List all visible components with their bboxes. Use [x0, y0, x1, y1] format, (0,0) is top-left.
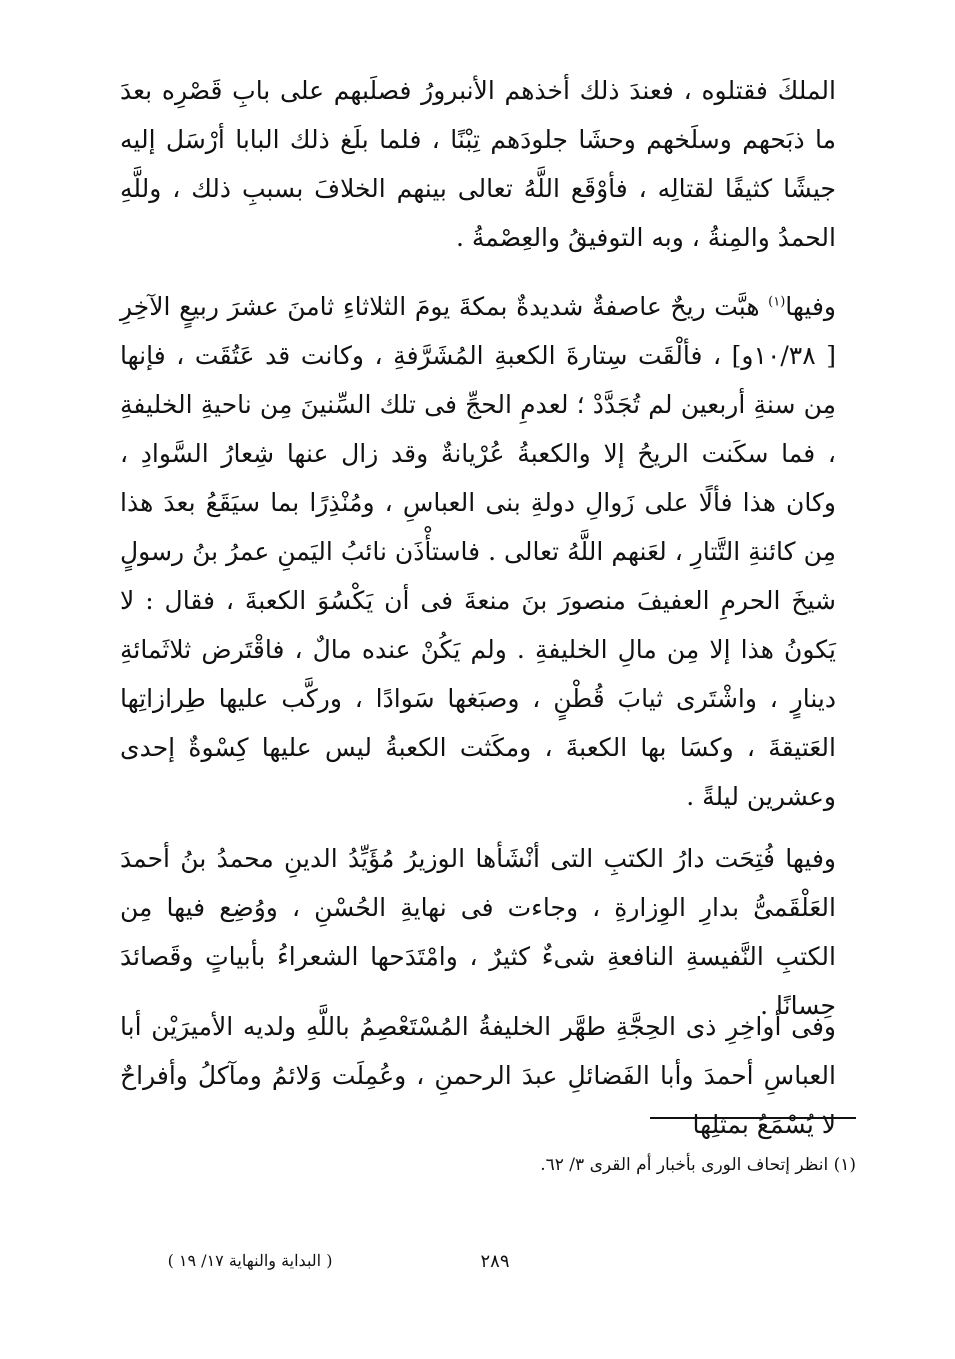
footnote-divider — [650, 1117, 856, 1119]
paragraph-2-text: هبَّت ريحٌ عاصفةٌ شديدةٌ بمكةَ يومَ الثلاثاءِ ثامنَ عشرَ ربيعٍ الآخِرِ [ ١٠/٣٨و] ، فألْقَت سِتارةَ الكعبةِ المُشَرَّفةِ ، وكانت قد عَتُقَت ، فإنها مِن سنةِ أربعين لم تُجَدَّدْ ؛ لعدمِ الحجِّ فى تلك السِّنينَ مِن ناحيةِ الخليفةِ ، فما سكَنت الريحُ إلا والكعبةُ عُرْيانةٌ وقد زال عنها شِعارُ السَّوادِ ، وكان هذا فألًا على زَوالِ دولةِ بنى العباسِ ، ومُنْذِرًا بما سيَقَعُ بعدَ هذا مِن كائنةِ التَّتارِ ، لعَنهم اللَّهُ تعالى . فاستأْذَن نائبُ اليَمنِ عمرُ بنُ رسولٍ شيخَ الحرمِ العفيفَ منصورَ بنَ منعةَ فى أن يَكْسُوَ الكعبةَ ، فقال : لا يَكونُ هذا إلا مِن مالِ الخليفةِ . ولم يَكُنْ عنده مالٌ ، فاقْتَرض ثلاثَمائةِ دينارٍ ، واشْتَرى ثيابَ قُطْنٍ ، وصبَغها سَوادًا ، وركَّب عليها طِرازاتِها العَتيقةَ ، وكسَا بها الكعبةَ ، ومكَثت الكعبةُ ليس عليها كِسْوةٌ إحدى وعشرين ليلةً . — [120, 292, 836, 811]
footnote-reference: (١) — [768, 294, 786, 310]
paragraph-1: الملكَ فقتلوه ، فعندَ ذلك أخذهم الأنبرورُ فصلَبهم على بابِ قَصْرِه بعدَ ما ذبَحهم وسلَخهم وحشَا جلودَهم تِبْنًا ، فلما بلَغ ذلك البابا أرْسَل إليه جيشًا كثيفًا لقتالِه ، فأوْقَع اللَّهُ تعالى بينهم الخلافَ بسببِ ذلك ، وللَّهِ الحمدُ والمِنةُ ، وبه التوفيقُ والعِصْمةُ . — [120, 76, 836, 252]
paragraph-4: وفى أواخِرِ ذى الحِجَّةِ طهَّر الخليفةُ المُسْتَعْصِمُ باللَّهِ ولديه الأميرَيْن أبا العباسِ أحمدَ وأبا الفَضائلِ عبدَ الرحمنِ ، وعُمِلَت وَلائمُ ومآكلُ وأفراحٌ لا يُسْمَعُ بمثلِها — [120, 1012, 836, 1139]
paragraph-3: وفيها فُتِحَت دارُ الكتبِ التى أنْشَأها الوزيرُ مُؤَيِّدُ الدينِ محمدُ بنُ أحمدَ العَلْقَمىُّ بدارِ الوِزارةِ ، وجاءت فى نهايةِ الحُسْنِ ، ووُضِع فيها مِن الكتبِ النَّفيسةِ النافعةِ شىءٌ كثيرٌ ، وامْتَدَحها الشعراءُ بأبياتٍ وقَصائدَ حِسانًا . — [120, 844, 836, 1020]
paragraph-2-lead: وفيها — [785, 292, 836, 321]
footnote: (١) انظر إتحاف الورى بأخبار أم القرى ٣/ ٦٢. — [540, 1155, 856, 1175]
page-number: ٢٨٩ — [480, 1251, 510, 1272]
paragraph-2 — [120, 282, 836, 821]
running-footer: ( البداية والنهاية ١٧/ ١٩ ) — [167, 1251, 333, 1270]
